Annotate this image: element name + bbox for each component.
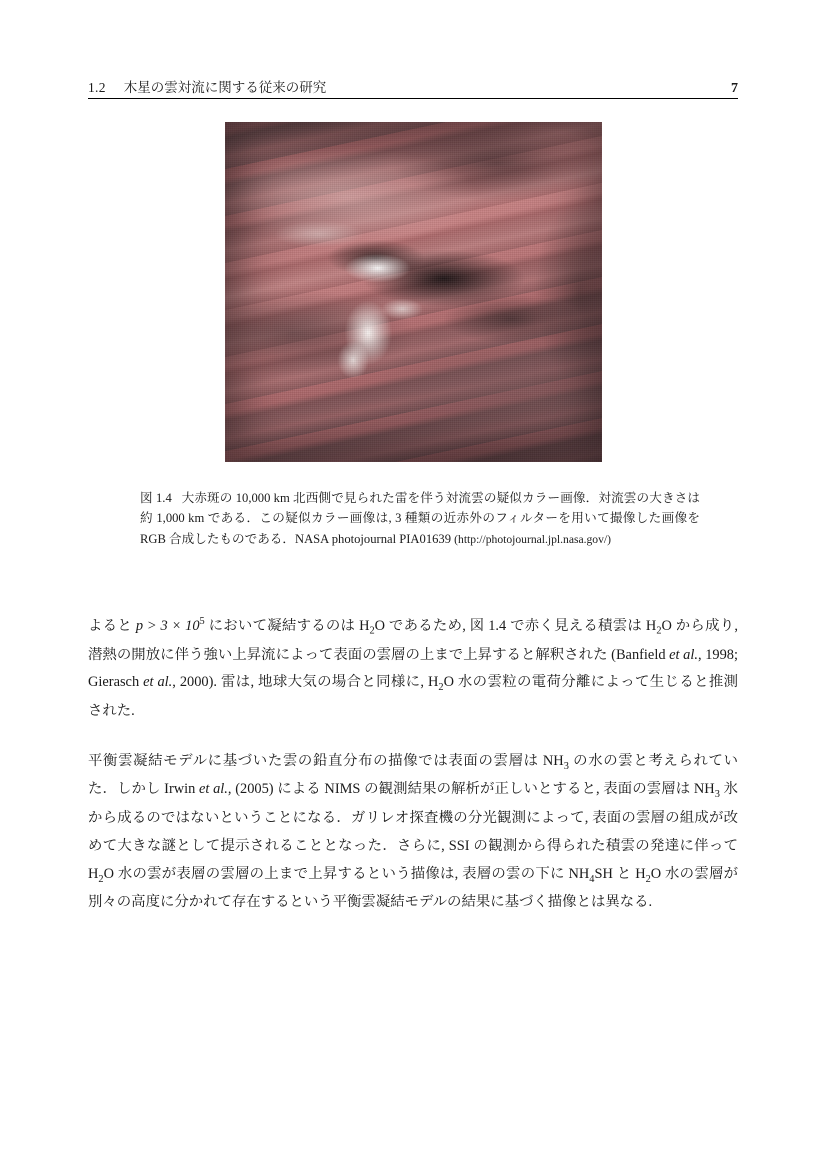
p2-sub-5: 4	[589, 873, 595, 885]
paragraph-1	[88, 612, 738, 726]
p1-math-1-exponent: 5	[199, 616, 205, 627]
figure-caption-url: (http://photojournal.jpl.nasa.gov/)	[454, 532, 611, 546]
p1-sub-1: 2	[369, 625, 375, 637]
figure-image-wrap	[88, 122, 738, 462]
p2-seg-3: , (2005) による NIMS の観測結果の解析が正しいとすると, 表面の雲層は NH	[227, 781, 715, 798]
p2-sub-3: 3	[714, 789, 720, 801]
header-section-number: 1.2	[88, 80, 106, 95]
running-head	[88, 76, 738, 97]
p2-seg-5: O 水の雲が表層の雲層の上まで上昇するという描像は, 表層の雲の下に NH	[103, 865, 590, 882]
p1-seg-4: O から成り, 潜熱の開放に伴う強い上昇流によって表面の雲層の上まで上昇すると解釈された (Banfield	[88, 617, 739, 663]
header-section-title: 木星の雲対流に関する従来の研究	[123, 80, 327, 95]
p2-sub-4: 2	[98, 873, 104, 885]
p2-seg-6: SH と H	[594, 865, 646, 882]
page-number: 7	[731, 81, 738, 96]
p2-sub-6: 2	[645, 873, 651, 885]
p1-seg-5: , 1998; Gierasch	[88, 646, 738, 691]
p2-sub-1: 3	[563, 760, 569, 772]
p1-seg-6: , 2000). 雷は, 地球大気の場合と同様に, H	[172, 674, 439, 691]
p2-seg-2: の水の雲と考えられていた．しかし Irwin	[88, 752, 738, 798]
p1-math-1-text: p > 3 × 10	[135, 617, 200, 634]
paragraph-2	[88, 748, 738, 917]
image-layer-vignette	[225, 122, 602, 462]
figure-caption	[88, 488, 738, 550]
p2-citation-italic-1: et al.	[199, 781, 228, 798]
p2-seg-4: 氷から成るのではないということになる．ガリレオ探査機の分光観測によって, 表面の雲層の組成が改めて大きな謎として提示されることとなった．さらに, SSI の観測から得られた積雲の発達に伴って H	[88, 781, 738, 882]
p2-seg-7: O 水の雲層が別々の高度に分かれて存在するという平衡雲凝結モデルの結果に基づく描像とは異なる.	[88, 865, 738, 911]
figure-caption-label: 図 1.4	[140, 491, 172, 505]
p1-seg-1: よると	[88, 617, 136, 634]
p1-seg-7: O 水の雲粒の電荷分離によって生じると推測された.	[88, 674, 738, 720]
p1-math-1	[136, 618, 205, 634]
p1-citation-italic-2: et al.	[143, 674, 173, 691]
jupiter-false-color-image	[225, 122, 602, 462]
body-text	[88, 612, 738, 939]
p2-seg-1: 平衡雲凝結モデルに基づいた雲の鉛直分布の描像では表面の雲層は NH	[88, 752, 564, 769]
p1-seg-3: O であるため, 図 1.4 で赤く見える積雲は H	[374, 617, 657, 634]
p1-citation-italic-1: et al.	[669, 646, 698, 663]
p1-seg-2: において凝結するのは H	[204, 617, 370, 634]
figure-1-4	[88, 122, 738, 550]
header-rule	[88, 98, 738, 99]
p1-sub-2: 2	[656, 625, 662, 637]
p1-sub-3: 2	[438, 682, 444, 694]
figure-caption-text: 大赤斑の 10,000 km 北西側で見られた雷を伴う対流雲の疑似カラー画像．対流雲の大きさは約 1,000 km である．この疑似カラー画像は, 3 種類の近赤外のフィルターを用いて撮像した画像を RGB 合成したものである．NASA photojournal PIA01639	[140, 491, 701, 546]
